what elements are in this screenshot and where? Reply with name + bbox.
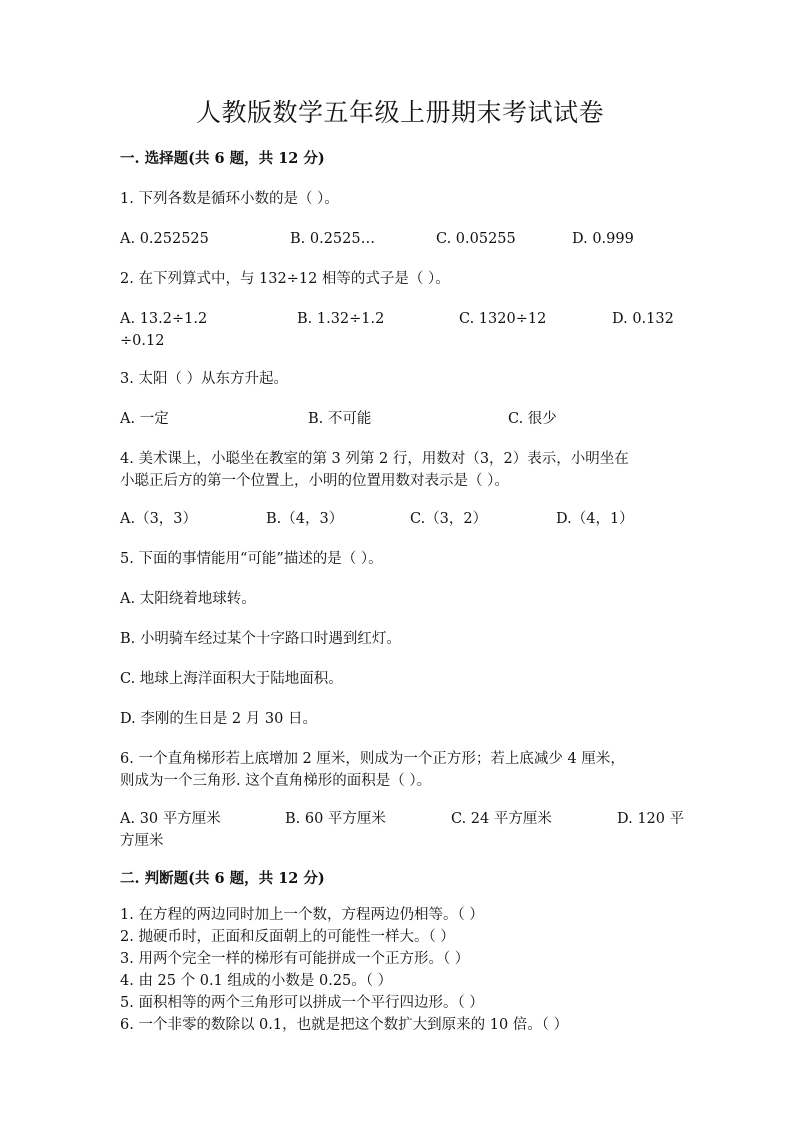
q5-option-d: D. 李刚的生日是 2 月 30 日。 xyxy=(120,711,317,727)
q2-option-a: A. 13.2÷1.2 xyxy=(120,311,208,327)
q1-option-a: A. 0.252525 xyxy=(120,231,209,247)
q4-option-a: A.（3，3） xyxy=(120,511,198,527)
q5-option-c: C. 地球上海洋面积大于陆地面积。 xyxy=(120,671,343,687)
q6-stem-line2: 则成为一个三角形. 这个直角梯形的面积是（ ）。 xyxy=(120,773,432,789)
q2-option-d: D. 0.132 xyxy=(612,311,674,327)
q4-option-d: D.（4，1） xyxy=(556,511,634,527)
q6-option-d-wrap: 方厘米 xyxy=(120,833,164,849)
tf-item-4: 4. 由 25 个 0.1 组成的小数是 0.25。（ ） xyxy=(120,973,393,989)
q6-option-a: A. 30 平方厘米 xyxy=(120,811,221,827)
q3-option-c: C. 很少 xyxy=(508,411,557,427)
q6-option-d: D. 120 平 xyxy=(617,811,685,827)
tf-item-3: 3. 用两个完全一样的梯形有可能拼成一个正方形。（ ） xyxy=(120,951,470,967)
q6-stem-line1: 6. 一个直角梯形若上底增加 2 厘米，则成为一个正方形；若上底减少 4 厘米， xyxy=(120,751,625,767)
q5-stem: 5. 下面的事情能用“可能”描述的是（ ）。 xyxy=(120,551,383,567)
tf-item-6: 6. 一个非零的数除以 0.1，也就是把这个数扩大到原来的 10 倍。（ ） xyxy=(120,1017,569,1033)
q5-option-a: A. 太阳绕着地球转。 xyxy=(120,591,256,607)
q1-option-b: B. 0.2525… xyxy=(290,231,376,247)
q2-option-d-wrap: ÷0.12 xyxy=(120,333,165,349)
q1-option-c: C. 0.05255 xyxy=(436,231,516,247)
q3-stem: 3. 太阳（ ）从东方升起。 xyxy=(120,371,289,387)
q6-option-b: B. 60 平方厘米 xyxy=(285,811,386,827)
q6-option-c: C. 24 平方厘米 xyxy=(451,811,552,827)
q3-option-b: B. 不可能 xyxy=(308,411,372,427)
q2-option-b: B. 1.32÷1.2 xyxy=(297,311,385,327)
q2-stem: 2. 在下列算式中，与 132÷12 相等的式子是（ ）。 xyxy=(120,271,450,287)
q3-option-a: A. 一定 xyxy=(120,411,169,427)
tf-item-5: 5. 面积相等的两个三角形可以拼成一个平行四边形。（ ） xyxy=(120,995,484,1011)
q4-stem-line2: 小聪正后方的第一个位置上，小明的位置用数对表示是（ ）。 xyxy=(120,473,509,489)
section1-heading: 一. 选择题(共 6 题，共 12 分) xyxy=(120,150,325,167)
exam-title: 人教版数学五年级上册期末考试试卷 xyxy=(195,98,604,127)
q2-option-c: C. 1320÷12 xyxy=(459,311,547,327)
q4-option-b: B.（4，3） xyxy=(266,511,344,527)
q5-option-b: B. 小明骑车经过某个十字路口时遇到红灯。 xyxy=(120,631,401,647)
q1-stem: 1. 下列各数是循环小数的是（ ）。 xyxy=(120,191,339,207)
q4-option-c: C.（3，2） xyxy=(410,511,488,527)
q4-stem-line1: 4. 美术课上，小聪坐在教室的第 3 列第 2 行，用数对（3，2）表示，小明坐在 xyxy=(120,451,629,467)
section2-heading: 二. 判断题(共 6 题，共 12 分) xyxy=(120,870,325,887)
q1-option-d: D. 0.999 xyxy=(572,231,634,247)
tf-item-2: 2. 抛硬币时，正面和反面朝上的可能性一样大。（ ） xyxy=(120,929,455,945)
tf-item-1: 1. 在方程的两边同时加上一个数，方程两边仍相等。（ ） xyxy=(120,907,484,923)
